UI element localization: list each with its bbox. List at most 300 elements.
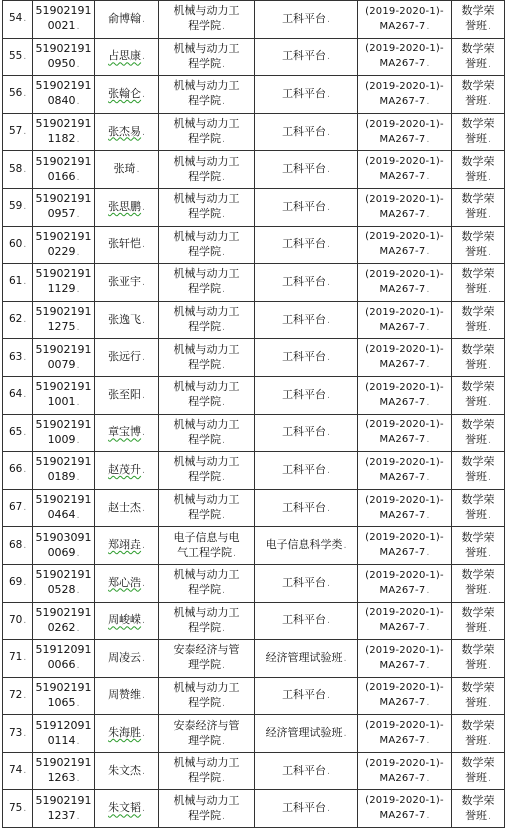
paragraph-mark-icon: .	[488, 22, 491, 33]
student-id-line2: 1275	[47, 320, 76, 334]
student-id-cell	[33, 489, 95, 527]
student-id-cell	[33, 38, 95, 76]
class-line2: 誉班	[465, 169, 488, 183]
paragraph-mark-icon: .	[426, 247, 430, 258]
college-line1: 安泰经济与管	[173, 718, 240, 732]
table-row	[3, 226, 505, 264]
paragraph-mark-icon: .	[23, 14, 27, 25]
paragraph-mark-icon: .	[426, 172, 430, 183]
major: 经济管理试验班	[265, 650, 343, 664]
class-cell	[452, 226, 505, 264]
major-cell	[255, 677, 358, 715]
student-name-cell	[95, 790, 159, 828]
class-line2: 誉班	[465, 357, 488, 371]
class-line1: 数学荣	[461, 154, 495, 168]
paragraph-mark-icon: .	[488, 172, 491, 183]
paragraph-mark-icon: .	[142, 390, 145, 401]
class-line1: 数学荣	[461, 718, 495, 732]
class-cell	[452, 38, 505, 76]
college-line1: 机械与动力工	[173, 493, 240, 507]
class-line1: 数学荣	[461, 605, 495, 619]
course-line2: MA267-7	[379, 171, 426, 183]
paragraph-mark-icon: .	[23, 51, 27, 62]
student-name: 张琦	[113, 162, 136, 176]
paragraph-mark-icon: .	[23, 615, 27, 626]
paragraph-mark-icon: .	[426, 59, 430, 70]
class-cell	[452, 790, 505, 828]
paragraph-mark-icon: .	[142, 202, 145, 213]
major-cell	[255, 1, 358, 39]
student-id-line1: 51902191	[35, 342, 92, 356]
major: 工科平台	[282, 49, 327, 63]
course-cell	[358, 264, 452, 302]
paragraph-mark-icon: .	[23, 540, 27, 551]
paragraph-mark-icon: .	[76, 511, 80, 522]
course-line2: MA267-7	[379, 584, 426, 596]
paragraph-mark-icon: .	[76, 698, 80, 709]
row-index-cell	[3, 790, 33, 828]
class-line1: 数学荣	[461, 455, 495, 469]
student-name: 张逸飞	[108, 312, 142, 326]
course-line1: (2019-2020-1)-	[365, 80, 444, 92]
paragraph-mark-icon: .	[426, 548, 430, 559]
course-line1: (2019-2020-1)-	[365, 156, 444, 168]
paragraph-mark-icon: .	[426, 134, 430, 145]
course-line2: MA267-7	[379, 509, 426, 521]
college-line2: 气工程学院	[177, 545, 233, 559]
paragraph-mark-icon: .	[488, 323, 491, 334]
class-line2: 誉班	[465, 56, 488, 70]
major: 工科平台	[282, 500, 327, 514]
paragraph-mark-icon: .	[426, 623, 430, 634]
row-index: 73	[9, 726, 23, 739]
table-row	[3, 151, 505, 189]
paragraph-mark-icon: .	[142, 353, 145, 364]
major: 工科平台	[282, 613, 327, 627]
college-line2: 程学院	[188, 620, 222, 634]
course-cell	[358, 76, 452, 114]
student-id-line1: 51902191	[35, 267, 92, 281]
college-line1: 电子信息与电	[173, 530, 240, 544]
college-cell	[159, 790, 255, 828]
student-id-line1: 51902191	[35, 192, 92, 206]
student-name-cell	[95, 188, 159, 226]
student-id-line1: 51902191	[35, 568, 92, 582]
course-line1: (2019-2020-1)-	[365, 644, 444, 656]
course-line2: MA267-7	[379, 434, 426, 446]
paragraph-mark-icon: .	[222, 135, 225, 146]
student-name-cell	[95, 38, 159, 76]
paragraph-mark-icon: .	[222, 285, 225, 296]
class-cell	[452, 564, 505, 602]
college-cell	[159, 188, 255, 226]
student-id-line2: 0079	[47, 357, 76, 371]
table-row	[3, 752, 505, 790]
paragraph-mark-icon: .	[136, 165, 140, 176]
table-row	[3, 602, 505, 640]
course-line1: (2019-2020-1)-	[365, 193, 444, 205]
major: 工科平台	[282, 350, 327, 364]
course-line2: MA267-7	[379, 95, 426, 107]
course-cell	[358, 414, 452, 452]
class-line1: 数学荣	[461, 117, 495, 131]
student-id-line2: 1001	[47, 395, 76, 409]
student-name-cell	[95, 339, 159, 377]
course-line2: MA267-7	[379, 697, 426, 709]
paragraph-mark-icon: .	[76, 97, 80, 108]
table-row	[3, 677, 505, 715]
student-id-line1: 51902191	[35, 793, 92, 807]
student-name: 周峻嵘	[108, 613, 142, 627]
student-name: 张杰易	[108, 124, 142, 138]
row-index: 66	[9, 463, 23, 476]
paragraph-mark-icon: .	[76, 59, 80, 70]
college-line2: 理学院	[188, 733, 222, 747]
student-id-cell	[33, 151, 95, 189]
row-index: 67	[9, 501, 23, 514]
course-line2: MA267-7	[379, 359, 426, 371]
paragraph-mark-icon: .	[327, 277, 330, 288]
class-line2: 誉班	[465, 19, 488, 33]
paragraph-mark-icon: .	[76, 473, 80, 484]
major: 工科平台	[282, 11, 327, 25]
course-line1: (2019-2020-1)-	[365, 231, 444, 243]
paragraph-mark-icon: .	[142, 240, 145, 251]
college-line2: 程学院	[188, 771, 222, 785]
course-cell	[358, 151, 452, 189]
paragraph-mark-icon: .	[488, 247, 491, 258]
student-id-cell	[33, 677, 95, 715]
college-cell	[159, 376, 255, 414]
major-cell	[255, 790, 358, 828]
course-cell	[358, 301, 452, 339]
college-line2: 程学院	[188, 320, 222, 334]
paragraph-mark-icon: .	[76, 774, 80, 785]
row-index-cell	[3, 113, 33, 151]
paragraph-mark-icon: .	[488, 210, 491, 221]
class-line1: 数学荣	[461, 530, 495, 544]
course-line1: (2019-2020-1)-	[365, 720, 444, 732]
paragraph-mark-icon: .	[222, 172, 225, 183]
row-index: 54	[9, 12, 23, 25]
course-line2: MA267-7	[379, 772, 426, 784]
student-id-line2: 1065	[47, 695, 76, 709]
student-name: 朱文杰	[108, 763, 142, 777]
paragraph-mark-icon: .	[426, 209, 430, 220]
college-line1: 机械与动力工	[173, 305, 240, 319]
major-cell	[255, 76, 358, 114]
paragraph-mark-icon: .	[426, 736, 430, 747]
table-row	[3, 188, 505, 226]
paragraph-mark-icon: .	[23, 465, 27, 476]
major: 工科平台	[282, 124, 327, 138]
student-id-cell	[33, 264, 95, 302]
row-index: 74	[9, 764, 23, 777]
college-line1: 机械与动力工	[173, 154, 240, 168]
student-id-cell	[33, 301, 95, 339]
class-line2: 誉班	[465, 620, 488, 634]
college-cell	[159, 414, 255, 452]
major-cell	[255, 640, 358, 678]
course-line2: MA267-7	[379, 810, 426, 822]
class-line2: 誉班	[465, 244, 488, 258]
student-id-line1: 51902191	[35, 154, 92, 168]
class-line2: 誉班	[465, 395, 488, 409]
paragraph-mark-icon: .	[327, 202, 330, 213]
paragraph-mark-icon: .	[327, 240, 330, 251]
paragraph-mark-icon: .	[327, 428, 330, 439]
course-line2: MA267-7	[379, 471, 426, 483]
college-line1: 机械与动力工	[173, 680, 240, 694]
college-cell	[159, 640, 255, 678]
student-name-cell	[95, 376, 159, 414]
college-line2: 程学院	[188, 695, 222, 709]
student-id-line2: 0262	[47, 620, 76, 634]
class-line1: 数学荣	[461, 568, 495, 582]
major-cell	[255, 38, 358, 76]
paragraph-mark-icon: .	[23, 690, 27, 701]
course-line1: (2019-2020-1)-	[365, 306, 444, 318]
paragraph-mark-icon: .	[142, 729, 145, 740]
paragraph-mark-icon: .	[426, 397, 430, 408]
college-cell	[159, 715, 255, 753]
student-id-cell	[33, 452, 95, 490]
table-row	[3, 376, 505, 414]
paragraph-mark-icon: .	[327, 353, 330, 364]
row-index-cell	[3, 339, 33, 377]
class-cell	[452, 113, 505, 151]
row-index: 59	[9, 200, 23, 213]
row-index: 70	[9, 613, 23, 626]
college-line2: 程学院	[188, 169, 222, 183]
class-cell	[452, 489, 505, 527]
table-row	[3, 1, 505, 39]
college-cell	[159, 752, 255, 790]
class-line2: 誉班	[465, 808, 488, 822]
paragraph-mark-icon: .	[222, 210, 225, 221]
student-id-line1: 51902191	[35, 493, 92, 507]
paragraph-mark-icon: .	[76, 210, 80, 221]
major-cell	[255, 264, 358, 302]
major-cell	[255, 151, 358, 189]
student-name: 张轩恺	[108, 237, 142, 251]
class-line1: 数学荣	[461, 41, 495, 55]
table-body	[3, 1, 505, 828]
class-line2: 誉班	[465, 695, 488, 709]
course-line1: (2019-2020-1)-	[365, 419, 444, 431]
course-cell	[358, 452, 452, 490]
student-name: 郑心浩	[108, 575, 142, 589]
course-cell	[358, 188, 452, 226]
paragraph-mark-icon: .	[488, 623, 491, 634]
row-index: 72	[9, 688, 23, 701]
paragraph-mark-icon: .	[76, 435, 80, 446]
college-cell	[159, 113, 255, 151]
college-line2: 程学院	[188, 282, 222, 296]
student-name: 赵士杰	[108, 500, 142, 514]
student-id-cell	[33, 715, 95, 753]
row-index-cell	[3, 188, 33, 226]
student-roster-table	[2, 0, 505, 828]
class-line1: 数学荣	[461, 643, 495, 657]
paragraph-mark-icon: .	[488, 661, 491, 672]
paragraph-mark-icon: .	[76, 247, 80, 258]
paragraph-mark-icon: .	[488, 135, 491, 146]
row-index-cell	[3, 564, 33, 602]
paragraph-mark-icon: .	[426, 773, 430, 784]
student-name-cell	[95, 715, 159, 753]
paragraph-mark-icon: .	[222, 398, 225, 409]
college-line1: 安泰经济与管	[173, 643, 240, 657]
paragraph-mark-icon: .	[222, 22, 225, 33]
paragraph-mark-icon: .	[142, 127, 145, 138]
student-name-cell	[95, 640, 159, 678]
row-index-cell	[3, 677, 33, 715]
table-row	[3, 76, 505, 114]
class-line1: 数学荣	[461, 342, 495, 356]
class-cell	[452, 640, 505, 678]
student-id-line2: 1263	[47, 771, 76, 785]
paragraph-mark-icon: .	[343, 541, 347, 552]
course-line2: MA267-7	[379, 20, 426, 32]
college-cell	[159, 677, 255, 715]
row-index-cell	[3, 414, 33, 452]
college-line1: 机械与动力工	[173, 568, 240, 582]
paragraph-mark-icon: .	[426, 472, 430, 483]
student-id-line1: 51902191	[35, 4, 92, 18]
college-line1: 机械与动力工	[173, 417, 240, 431]
course-cell	[358, 790, 452, 828]
paragraph-mark-icon: .	[142, 616, 145, 627]
paragraph-mark-icon: .	[426, 96, 430, 107]
college-line1: 机械与动力工	[173, 229, 240, 243]
college-cell	[159, 602, 255, 640]
major: 工科平台	[282, 199, 327, 213]
row-index-cell	[3, 452, 33, 490]
major-cell	[255, 376, 358, 414]
student-name: 郑翊垚	[108, 538, 142, 552]
paragraph-mark-icon: .	[488, 586, 491, 597]
class-cell	[452, 188, 505, 226]
college-cell	[159, 452, 255, 490]
college-line2: 程学院	[188, 94, 222, 108]
paragraph-mark-icon: .	[23, 352, 27, 363]
row-index: 64	[9, 388, 23, 401]
class-line2: 誉班	[465, 470, 488, 484]
course-line1: (2019-2020-1)-	[365, 43, 444, 55]
paragraph-mark-icon: .	[222, 59, 225, 70]
college-line2: 程学院	[188, 19, 222, 33]
major: 经济管理试验班	[265, 726, 343, 740]
course-line2: MA267-7	[379, 547, 426, 559]
paragraph-mark-icon: .	[426, 698, 430, 709]
college-line1: 机械与动力工	[173, 756, 240, 770]
paragraph-mark-icon: .	[222, 698, 225, 709]
row-index-cell	[3, 76, 33, 114]
paragraph-mark-icon: .	[23, 202, 27, 213]
paragraph-mark-icon: .	[488, 285, 491, 296]
paragraph-mark-icon: .	[23, 315, 27, 326]
paragraph-mark-icon: .	[426, 660, 430, 671]
course-cell	[358, 752, 452, 790]
student-name: 占思康	[108, 49, 142, 63]
student-id-line2: 0066	[47, 658, 76, 672]
paragraph-mark-icon: .	[76, 623, 80, 634]
course-line1: (2019-2020-1)-	[365, 607, 444, 619]
course-line2: MA267-7	[379, 321, 426, 333]
student-id-cell	[33, 602, 95, 640]
college-line2: 程学院	[188, 432, 222, 446]
college-cell	[159, 1, 255, 39]
course-line2: MA267-7	[379, 133, 426, 145]
student-name-cell	[95, 1, 159, 39]
college-line1: 机械与动力工	[173, 41, 240, 55]
college-cell	[159, 489, 255, 527]
paragraph-mark-icon: .	[142, 541, 145, 552]
paragraph-mark-icon: .	[23, 578, 27, 589]
course-line2: MA267-7	[379, 283, 426, 295]
college-line2: 程学院	[188, 244, 222, 258]
college-cell	[159, 38, 255, 76]
class-cell	[452, 1, 505, 39]
paragraph-mark-icon: .	[222, 774, 225, 785]
college-line1: 机械与动力工	[173, 192, 240, 206]
paragraph-mark-icon: .	[222, 473, 225, 484]
table-row	[3, 264, 505, 302]
class-line1: 数学荣	[461, 680, 495, 694]
table-row	[3, 715, 505, 753]
paragraph-mark-icon: .	[426, 811, 430, 822]
paragraph-mark-icon: .	[426, 435, 430, 446]
paragraph-mark-icon: .	[142, 14, 145, 25]
paragraph-mark-icon: .	[76, 285, 80, 296]
paragraph-mark-icon: .	[327, 127, 330, 138]
student-name: 张至阳	[108, 387, 142, 401]
course-cell	[358, 226, 452, 264]
college-line2: 程学院	[188, 207, 222, 221]
paragraph-mark-icon: .	[76, 360, 80, 371]
college-line2: 程学院	[188, 357, 222, 371]
class-line1: 数学荣	[461, 493, 495, 507]
student-name: 赵茂升	[108, 462, 142, 476]
row-index: 65	[9, 425, 23, 438]
class-line2: 誉班	[465, 320, 488, 334]
student-id-line1: 51902191	[35, 41, 92, 55]
course-line2: MA267-7	[379, 659, 426, 671]
course-cell	[358, 339, 452, 377]
student-name-cell	[95, 527, 159, 565]
row-index: 61	[9, 275, 23, 288]
course-line2: MA267-7	[379, 58, 426, 70]
student-id-cell	[33, 640, 95, 678]
table-row	[3, 38, 505, 76]
paragraph-mark-icon: .	[426, 510, 430, 521]
college-line1: 机械与动力工	[173, 342, 240, 356]
student-name: 朱海胜	[108, 726, 142, 740]
paragraph-mark-icon: .	[76, 811, 80, 822]
student-id-line2: 1237	[47, 808, 76, 822]
student-name-cell	[95, 264, 159, 302]
student-id-cell	[33, 752, 95, 790]
paragraph-mark-icon: .	[23, 239, 27, 250]
course-line1: (2019-2020-1)-	[365, 5, 444, 17]
paragraph-mark-icon: .	[23, 803, 27, 814]
major-cell	[255, 226, 358, 264]
course-cell	[358, 677, 452, 715]
table-row	[3, 640, 505, 678]
major-cell	[255, 527, 358, 565]
paragraph-mark-icon: .	[142, 89, 145, 100]
